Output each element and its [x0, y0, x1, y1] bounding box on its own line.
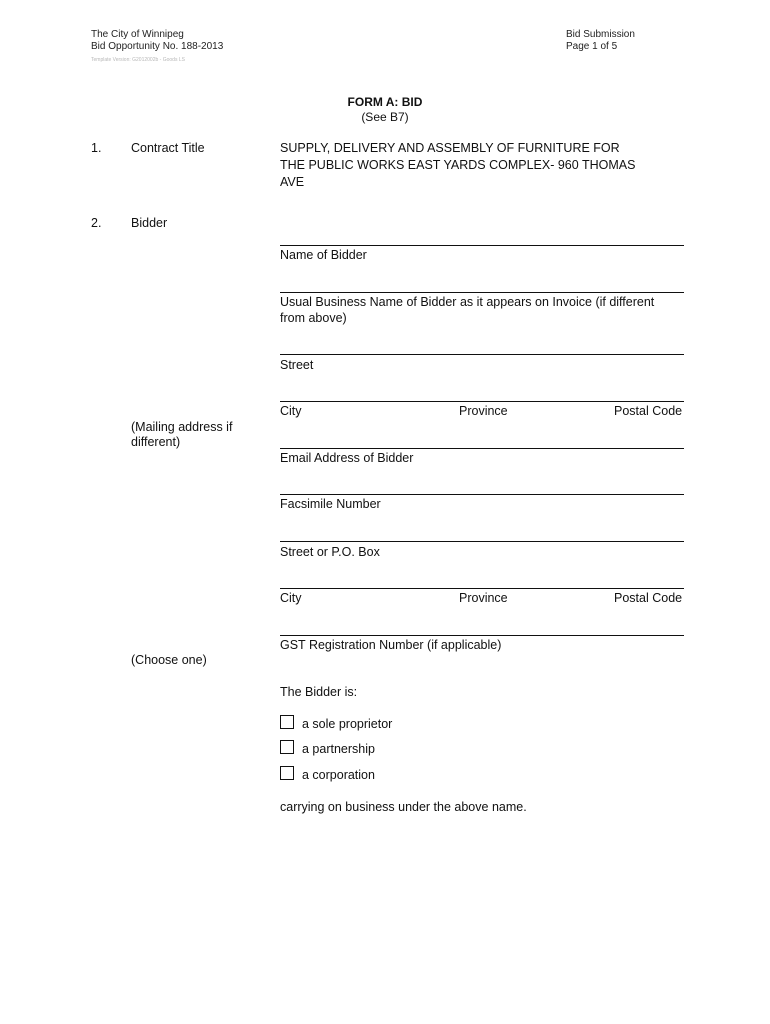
sole-proprietor-label: a sole proprietor: [302, 717, 393, 731]
name-of-bidder-label: Name of Bidder: [280, 248, 367, 262]
gst-line: [280, 635, 684, 636]
contract-title-line-3: AVE: [280, 175, 305, 189]
header-page-number: Page 1 of 5: [566, 41, 618, 52]
usual-business-name-label-2: from above): [280, 311, 347, 325]
header-bid-submission: Bid Submission: [566, 29, 635, 40]
contract-title-line-1: SUPPLY, DELIVERY AND ASSEMBLY OF FURNITURE FOR: [280, 141, 620, 155]
street-po-box-field[interactable]: [280, 521, 684, 541]
form-subtitle: (See B7): [361, 110, 409, 124]
mailing-province-label: Province: [459, 591, 508, 605]
name-of-bidder-field[interactable]: [280, 225, 684, 245]
facsimile-label: Facsimile Number: [280, 497, 381, 511]
facsimile-input[interactable]: [280, 474, 688, 496]
sole-proprietor-checkbox[interactable]: [280, 715, 294, 729]
city-line: [280, 401, 684, 402]
corporation-label: a corporation: [302, 768, 375, 782]
header-city: The City of Winnipeg: [91, 29, 184, 40]
section-1-number: 1.: [91, 141, 102, 155]
carrying-on-business-text: carrying on business under the above name.: [280, 800, 527, 814]
street-input[interactable]: [280, 334, 688, 356]
usual-business-name-field[interactable]: [280, 272, 684, 292]
name-of-bidder-input[interactable]: [280, 225, 688, 247]
facsimile-line: [280, 494, 684, 495]
email-field[interactable]: [280, 428, 684, 448]
template-version-note: Template Version: G2012002b - Goods LS: [91, 57, 185, 63]
usual-business-name-label-1: Usual Business Name of Bidder as it appears on Invoice (if different: [280, 295, 655, 309]
email-line: [280, 448, 684, 449]
bidder-is-label: The Bidder is:: [280, 685, 358, 699]
mailing-city-province-postal-field[interactable]: [280, 568, 684, 588]
mailing-city-province-postal-input[interactable]: [280, 568, 688, 590]
postal-code-label: Postal Code: [614, 404, 683, 418]
form-title: FORM A: BID: [347, 95, 423, 109]
mailing-city-label: City: [280, 591, 302, 605]
city-province-postal-field[interactable]: [280, 381, 684, 401]
gst-label: GST Registration Number (if applicable): [280, 638, 502, 652]
facsimile-field[interactable]: [280, 474, 684, 494]
usual-business-name-input[interactable]: [280, 272, 688, 294]
street-po-box-line: [280, 541, 684, 542]
street-po-box-input[interactable]: [280, 521, 688, 543]
street-label: Street: [280, 358, 314, 372]
name-of-bidder-line: [280, 245, 684, 246]
section-2-number: 2.: [91, 216, 102, 230]
city-label: City: [280, 404, 302, 418]
corporation-checkbox[interactable]: [280, 766, 294, 780]
mailing-address-note-1: (Mailing address if: [131, 420, 233, 434]
contract-title-label: Contract Title: [131, 141, 205, 155]
contract-title-line-2: THE PUBLIC WORKS EAST YARDS COMPLEX- 960 THOMAS: [280, 158, 636, 172]
mailing-city-line: [280, 588, 684, 589]
street-line: [280, 354, 684, 355]
street-field[interactable]: [280, 334, 684, 354]
usual-business-name-line: [280, 292, 684, 293]
province-label: Province: [459, 404, 508, 418]
street-po-box-label: Street or P.O. Box: [280, 545, 380, 559]
mailing-postal-code-label: Postal Code: [614, 591, 683, 605]
partnership-label: a partnership: [302, 742, 375, 756]
partnership-checkbox[interactable]: [280, 740, 294, 754]
gst-field[interactable]: [280, 615, 684, 635]
mailing-address-note-2: different): [131, 435, 181, 449]
city-province-postal-input[interactable]: [280, 381, 688, 403]
email-input[interactable]: [280, 428, 688, 450]
bidder-label: Bidder: [131, 216, 168, 230]
header-bid-opportunity: Bid Opportunity No. 188-2013: [91, 41, 224, 52]
choose-one-note: (Choose one): [131, 653, 207, 667]
gst-input[interactable]: [280, 615, 688, 637]
email-label: Email Address of Bidder: [280, 451, 414, 465]
